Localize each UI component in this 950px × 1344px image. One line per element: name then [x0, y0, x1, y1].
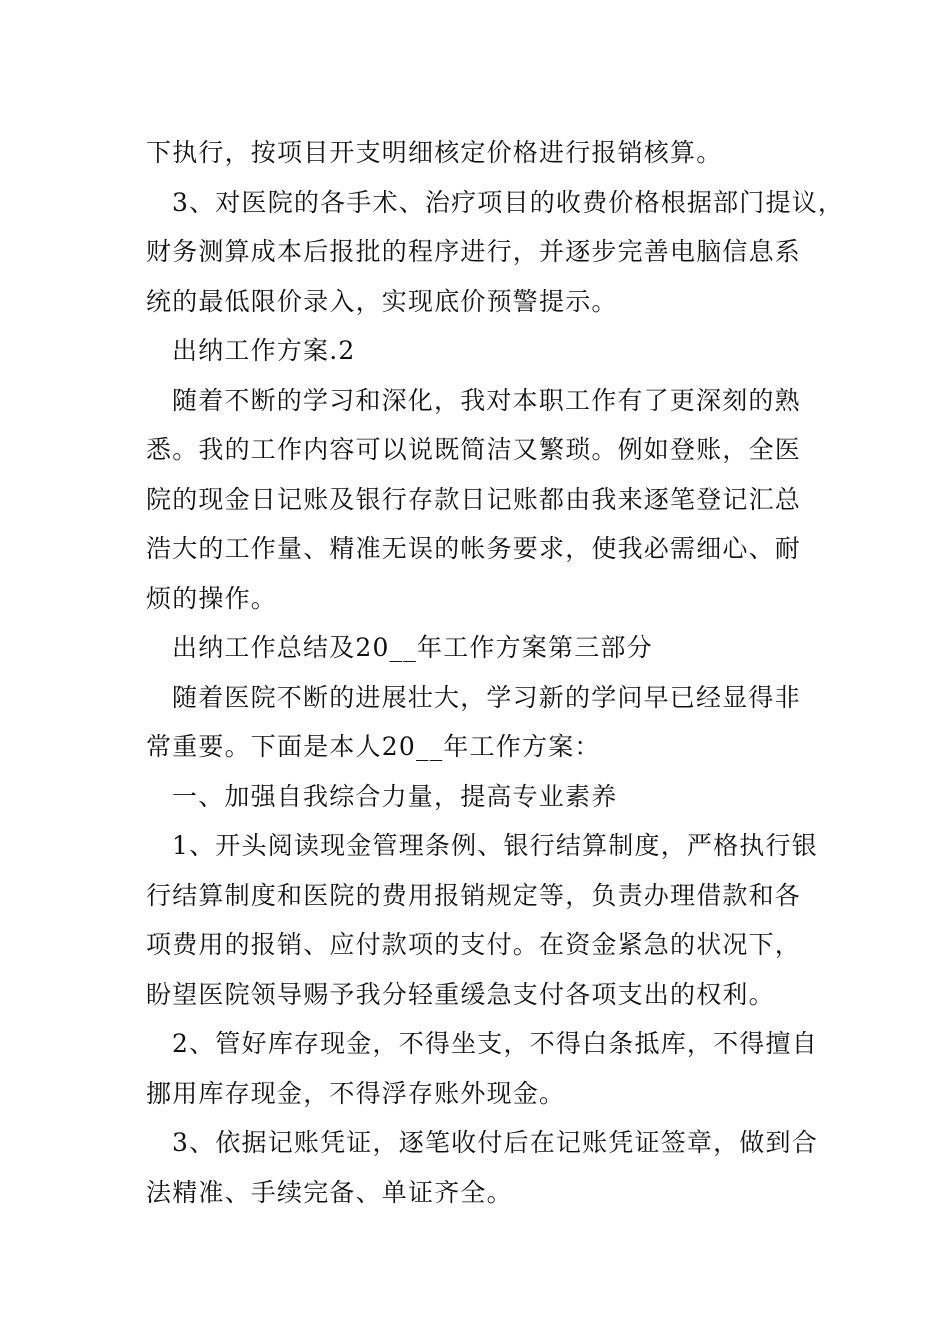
text-line: 随着医院不断的进展壮大，学习新的学问早已经显得非: [172, 682, 801, 712]
text-line: 常重要。下面是本人20__年工作方案：: [146, 732, 601, 761]
text-line: 财务测算成本后报批的程序进行，并逐步完善电脑信息系: [146, 237, 802, 266]
section-heading: 出纳工作总结及20__年工作方案第三部分: [172, 633, 653, 662]
text-line: 3、对医院的各手术、治疗项目的收费价格根据部门提议，: [172, 187, 845, 217]
text-line: 下执行，按项目开支明细核定价格进行报销核算。: [146, 138, 723, 167]
text-line: 挪用库存现金，不得浮存账外现金。: [146, 1078, 566, 1108]
text-line: 盼望医院领导赐予我分轻重缓急支付各项支出的权利。: [146, 979, 775, 1009]
text-line: 烦的操作。: [146, 583, 278, 613]
text-line: 3、依据记账凭证，逐笔收付后在记账凭证签章，做到合: [172, 1128, 818, 1157]
text-line: 2、管好库存现金，不得坐支，不得白条抵库，不得擅自: [172, 1029, 818, 1058]
section-heading: 出纳工作方案.2: [172, 336, 356, 365]
text-line: 行结算制度和医院的费用报销规定等，负责办理借款和各: [146, 880, 802, 910]
section-heading: 一、加强自我综合力量，提高专业素养: [172, 781, 618, 811]
text-line: 浩大的工作量、精准无误的帐务要求，使我必需细心、耐: [146, 534, 802, 563]
text-line: 随着不断的学习和深化，我对本职工作有了更深刻的熟: [172, 385, 801, 415]
text-line: 1、开头阅读现金管理条例、银行结算制度，严格执行银: [172, 831, 818, 860]
document-body: [146, 128, 845, 1217]
text-line: 悉。我的工作内容可以说既简洁又繁琐。例如登账，全医: [146, 435, 802, 464]
text-line: 院的现金日记账及银行存款日记账都由我来逐笔登记汇总: [146, 484, 802, 514]
text-line: 统的最低限价录入，实现底价预警提示。: [146, 286, 618, 316]
text-line: 法精准、手续完备、单证齐全。: [146, 1177, 513, 1207]
text-line: 项费用的报销、应付款项的支付。在资金紧急的状况下，: [146, 930, 802, 959]
